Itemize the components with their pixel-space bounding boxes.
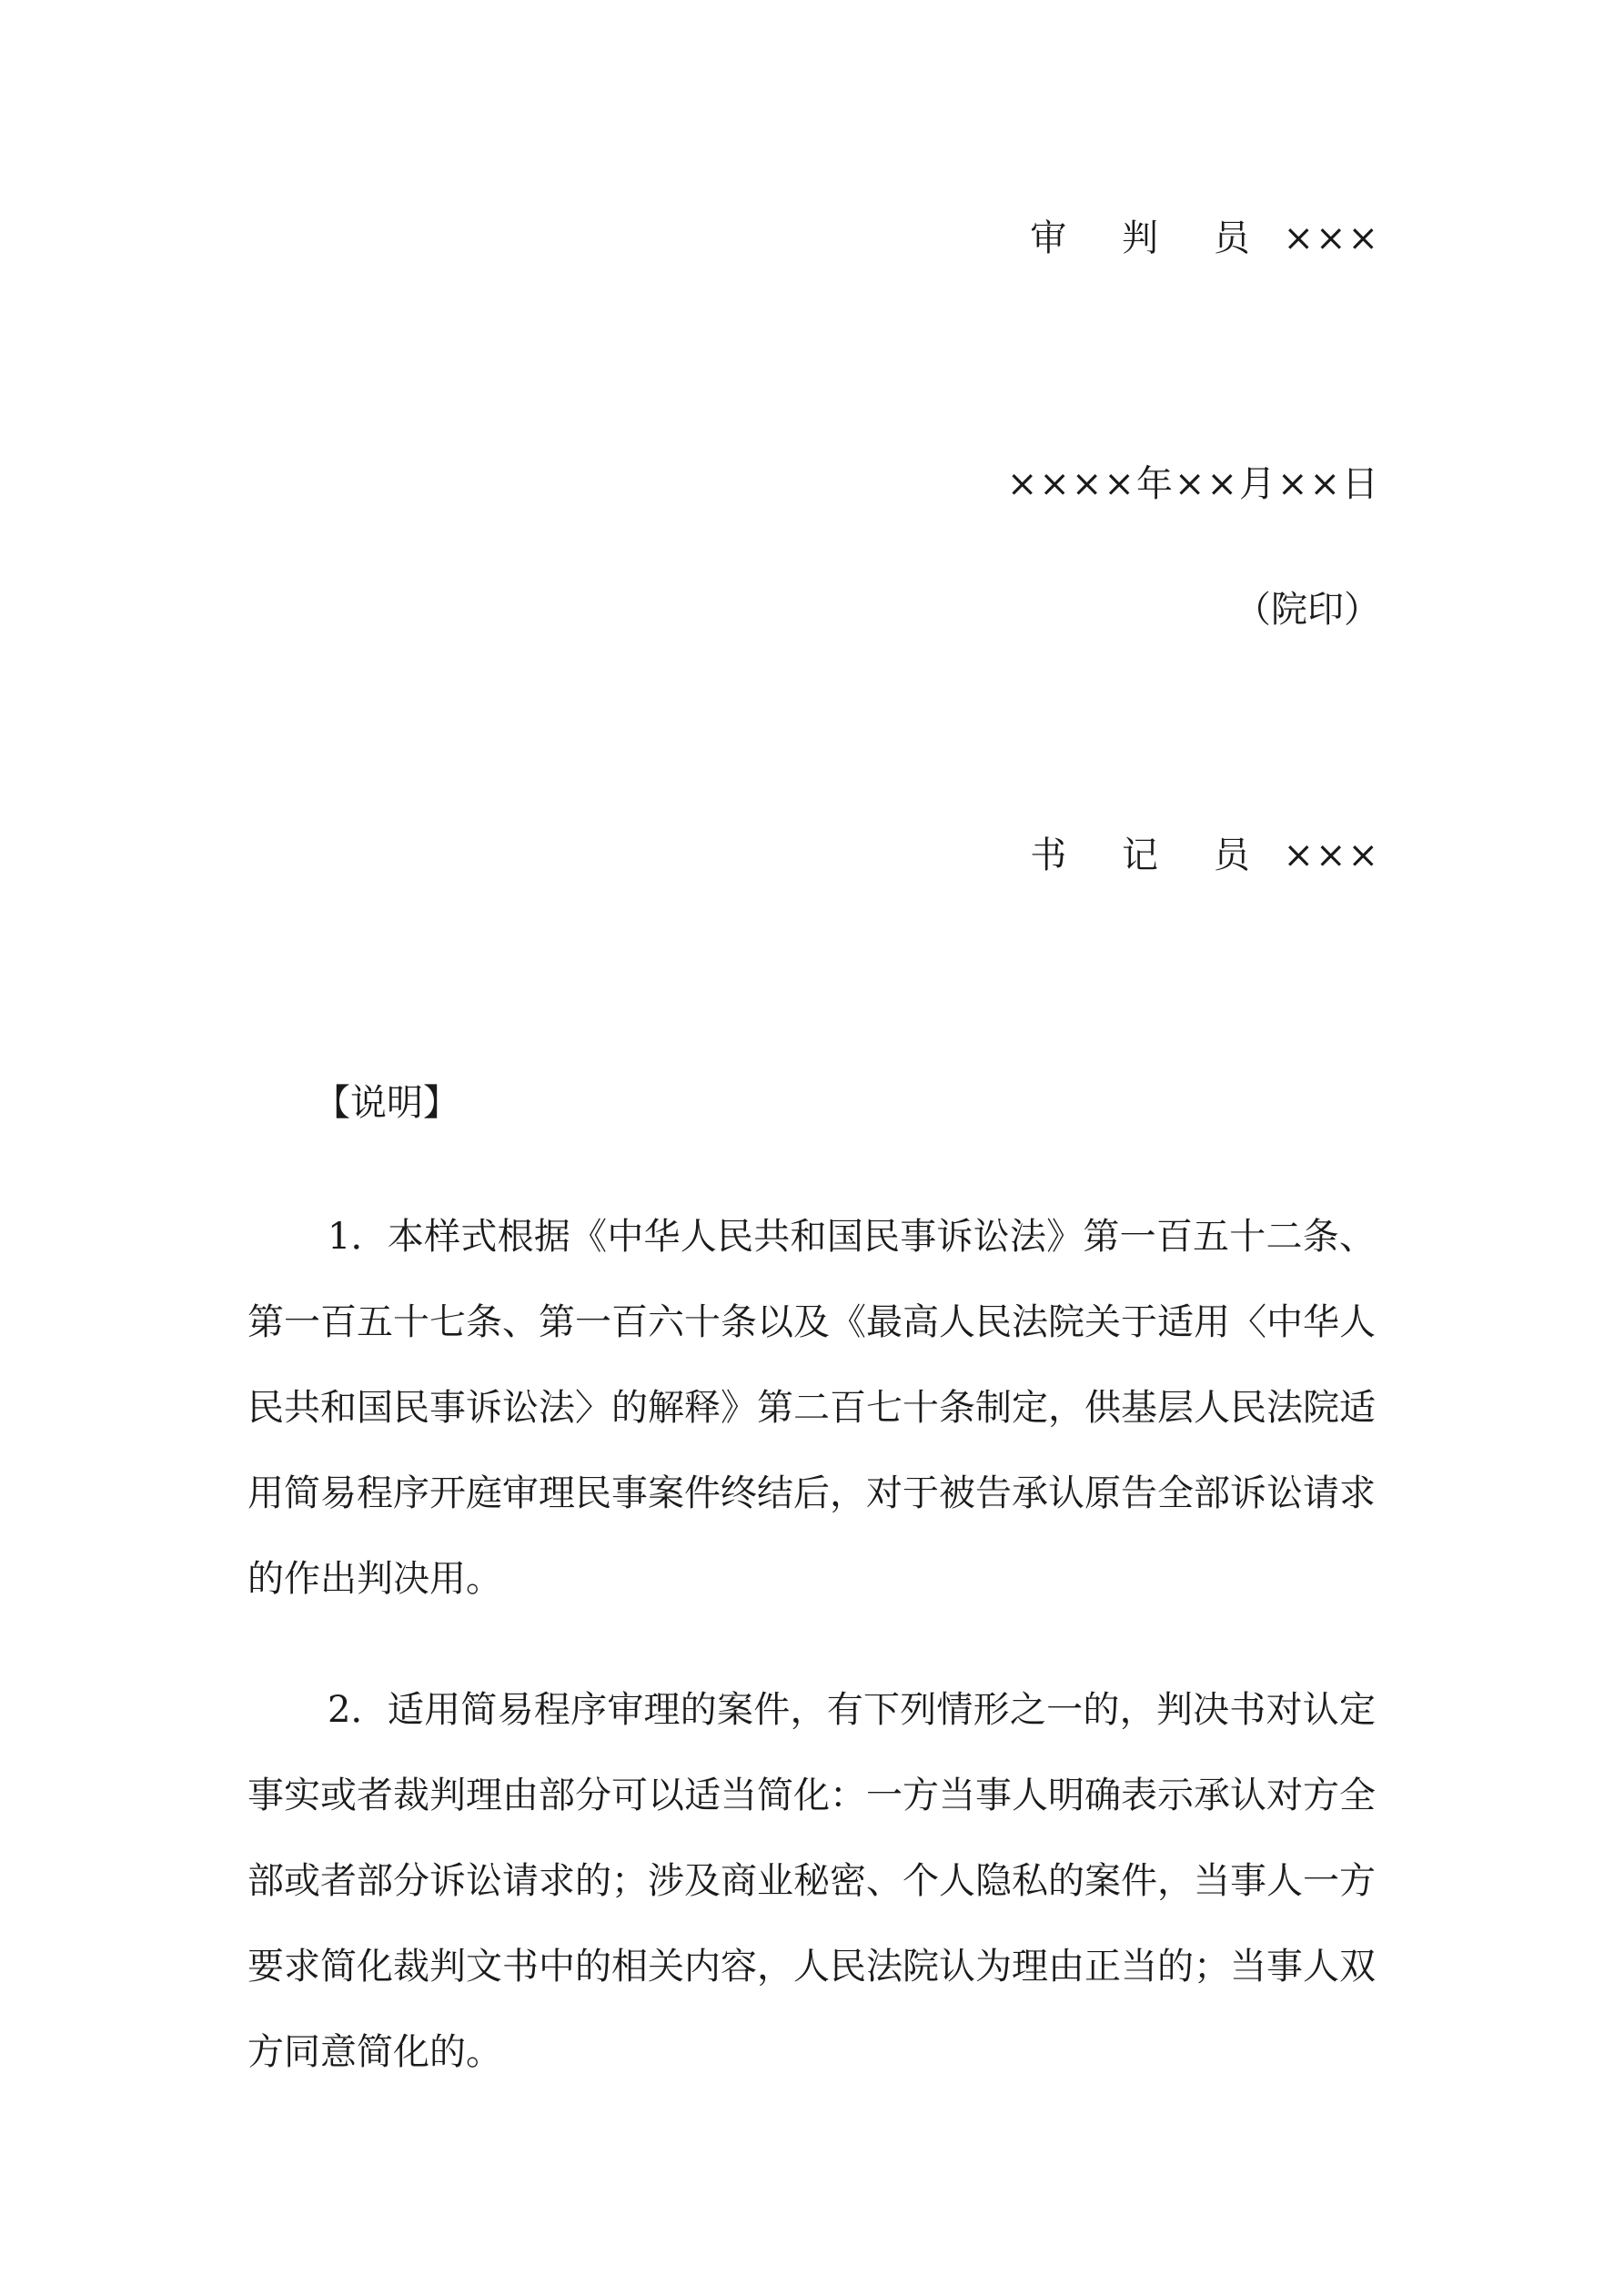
notes-heading: 【说明】 — [314, 1082, 459, 1124]
judge-name: ××× — [1283, 217, 1380, 259]
judge-signature — [1030, 217, 1380, 259]
court-seal: （院印） — [1235, 589, 1380, 631]
judgment-date: ××××年××月××日 — [1006, 463, 1380, 505]
note-paragraph-2: 2．适用简易程序审理的案件，有下列情形之一的，判决书对认定事实或者裁判理由部分可以适当简化：一方当事人明确表示承认对方全部或者部分诉讼请求的；涉及商业秘密、个人隐私的案件，当事人一方要求简化裁判文书中的相关内容，人民法院认为理由正当的；当事人双方同意简化的。 — [247, 1689, 1376, 2073]
note-paragraph-1: 1．本样式根据《中华人民共和国民事诉讼法》第一百五十二条、第一百五十七条、第一百六十条以及《最高人民法院关于适用〈中华人民共和国民事诉讼法〉的解释》第二百七十条制定，供基层人民法院适用简易程序开庭审理民事案件终结后，对于被告承认原告全部诉讼请求的作出判决用。 — [247, 1216, 1376, 1600]
clerk-signature — [1030, 834, 1380, 876]
clerk-name: ××× — [1283, 834, 1380, 876]
judge-label: 审 判 员 — [1030, 217, 1272, 259]
clerk-label: 书 记 员 — [1030, 834, 1272, 876]
